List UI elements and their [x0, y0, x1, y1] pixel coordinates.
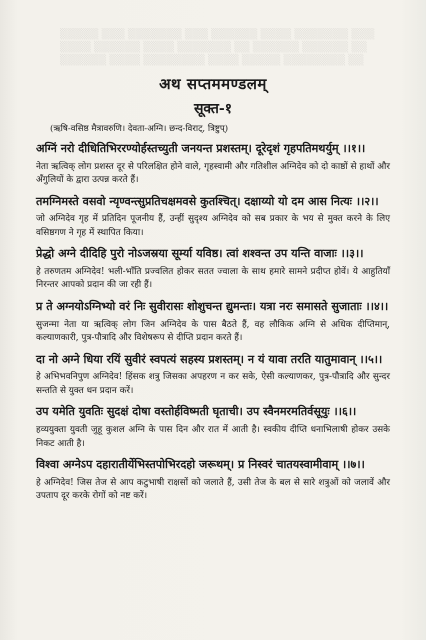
- mantra-text: प्र ते अग्नयोऽग्निभ्यो वरं निः सुवीरासः शोशुचन्त द्युमन्तः। यत्रा नरः समासते सुजाताः ।।४।।: [36, 299, 389, 314]
- mantra-text: तमग्निमस्ते वसवो न्यृण्वन्त्सुप्रतिचक्षमवसे कुतश्चित्। दक्षाय्यो यो दम आस नित्यः ।।२।।: [36, 193, 379, 208]
- sukta-title: सूक्त-१: [193, 101, 233, 117]
- mantra-text: प्रेद्धो अग्ने दीदिहि पुरो नोऽजस्रया सूर्म्या यविष्ठ। त्वां शश्वन्त उप यन्ति वाजाः ।।३।।: [36, 246, 364, 261]
- mantra-meaning: हे अभिभवनिपुण अग्निदेव! हिंसक शत्रु जिसका अपहरण न कर सके, ऐसी कल्याणकर, पुत्र-पौत्रादि और सुन्दर सन्तति से युक्त धन प्रदान करें।: [36, 372, 390, 396]
- mantra-text: अग्निं नरो दीधितिभिररण्योर्हस्तच्युती जनयन्त प्रशस्तम्। दूरेदृशं गृहपतिमथर्युम् ।।१।।: [36, 141, 366, 155]
- mantra-text: दा नो अग्ने धिया रयिं सुवीरं स्वपत्यं सहस्य प्रशस्तम्। न यं यावा तरति यातुमावान् ।।५।।: [36, 351, 383, 366]
- mantra-meaning: नेता ऋत्विक् लोग प्रशस्त दूर से परिलक्षित होने वाले, गृहस्वामी और गतिशील अग्निदेव को दो काष्ठों से हाथों और अँगुलियों के द्वारा उत्पन्न करते हैं।: [36, 161, 390, 186]
- mantra-meaning: हे तरुणतम अग्निदेव! भली-भाँति प्रज्वलित होकर सतत ज्वाला के साथ हमारे सामने प्रदीप्त होवें। ये आहुतियाँ निरन्तर आपको प्रदान की जा रही हैं।: [36, 266, 390, 291]
- bleed-through-texture: ▒▒▒▒▒ ▒▒▒ ▒▒▒▒▒▒▒ ▒▒▒ ▒▒▒▒▒▒ ▒▒▒▒ ▒▒▒▒▒▒▒ ▒▒▒ ▒▒▒▒ ▒▒▒▒▒▒ ▒▒▒▒ ▒▒▒▒▒▒▒ ▒▒ ▒▒▒▒▒▒ ▒▒▒▒▒▒ ▒▒ ▒▒▒▒▒▒ ▒▒▒▒ ▒▒▒▒▒▒▒▒ ▒▒▒▒ ▒▒▒▒▒ ▒▒▒▒▒▒▒▒ ▒▒: [60, 29, 375, 66]
- mantra-meaning: जो अग्निदेव गृह में प्रतिदिन पूजनीय हैं, उन्हीं सुदृश्य अग्निदेव को सब प्रकार के भय से मुक्त करने के लिए वसिष्ठगण ने गृह में स्थापित किया।: [36, 214, 390, 238]
- chapter-title: अथ सप्तममण्डलम्: [159, 75, 267, 93]
- mantra-meaning: हे अग्निदेव! जिस तेज से आप कटुभाषी राक्षसों को जलाते हैं, उसी तेज के बल से सारे शत्रुओं को जलावें और उपताप दूर करके रोगों को नष्ट करें।: [36, 477, 390, 502]
- mantra-text: विश्वा अग्नेऽप दहारातीर्येभिस्तपोभिरदहो जरूथम्। प्र निस्वरं चातयस्वामीवाम् ।।७।।: [36, 457, 365, 472]
- mantra-meaning: हव्ययुक्ता युवती जुहू कुशल अग्नि के पास दिन और रात में आती है। स्वकीय दीप्ति धनाभिलाषी होकर उसके निकट आती है।: [36, 424, 390, 449]
- sukta-metadata: (ऋषि-वसिष्ठ मैत्रावरुणि। देवता-अग्नि। छन्द-विराट्, त्रिष्टुप्): [50, 124, 229, 134]
- verse-list: [36, 140, 390, 509]
- mantra-text: उप यमेति युवतिः सुदक्षं दोषा वस्तोर्हविष्मती घृताची। उप स्वैनमरमतिर्वसूयुः ।।६।।: [36, 404, 357, 419]
- mantra-meaning: सुजन्मा नेता या ऋत्विक् लोग जिन अग्निदेव के पास बैठते हैं, वह लौकिक अग्नि से अधिक दीप्तिमान्, कल्याणकारी, पुत्र-पौत्रादि और विशेषरूप से दीप्ति प्रदान करते हैं।: [36, 319, 390, 344]
